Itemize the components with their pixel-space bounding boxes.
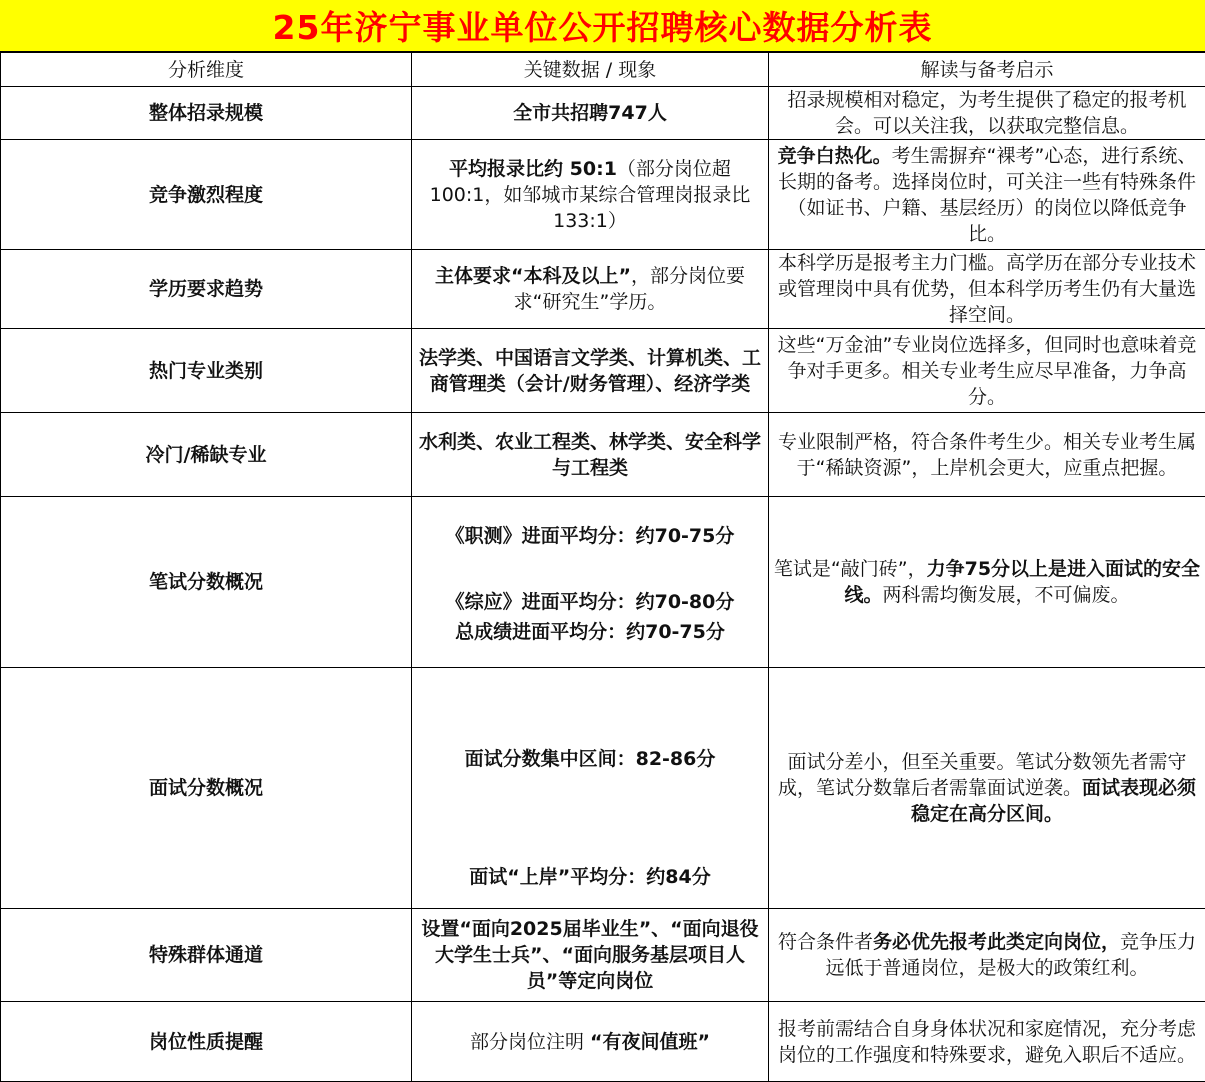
row-dimension: 热门专业类别 — [1, 329, 412, 413]
table-row — [1, 1002, 1205, 1082]
key-text: （部分岗位超100:1，如邹城市某综合管理岗报录比133:1） — [430, 158, 751, 232]
written-zongying-avg: 《综应》进面平均分：约70-80分 — [416, 589, 764, 615]
row-key-data — [412, 140, 769, 250]
row-dimension: 竞争激烈程度 — [1, 140, 412, 250]
written-total-avg: 总成绩进面平均分：约70-75分 — [416, 619, 764, 645]
row-interpretation: 本科学历是报考主力门槛。高学历在部分专业技术或管理岗中具有优势，但本科学历考生仍有大量选择空间。 — [769, 250, 1205, 329]
row-key-data: 水利类、农业工程类、林学类、安全科学与工程类 — [412, 413, 769, 497]
header-key-data: 关键数据 / 现象 — [412, 53, 769, 87]
interp-highlight: 竞争白热化。 — [778, 145, 892, 167]
table-row — [1, 909, 1205, 1002]
row-interpretation — [769, 140, 1205, 250]
row-interpretation — [769, 497, 1205, 668]
key-text: 部分岗位注明 — [470, 1031, 590, 1053]
table-row — [1, 140, 1205, 250]
row-key-data — [412, 250, 769, 329]
table-row — [1, 329, 1205, 413]
row-interpretation: 这些“万金油”专业岗位选择多，但同时也意味着竞争对手更多。相关专业考生应尽早准备，力争高分。 — [769, 329, 1205, 413]
table-row — [1, 250, 1205, 329]
interp-text: 两科需均衡发展，不可偏废。 — [883, 584, 1130, 606]
key-highlight: “有夜间值班” — [590, 1031, 710, 1053]
interp-text: 竞争压力远低于普通岗位，是极大的政策红利。 — [825, 931, 1196, 979]
row-interpretation: 报考前需结合自身身体状况和家庭情况，充分考虑岗位的工作强度和特殊要求，避免入职后不适应。 — [769, 1002, 1205, 1082]
table-title-bar — [0, 0, 1205, 52]
table-row — [1, 668, 1205, 909]
interp-highlight: 力争75分以上是进入面试的安全线。 — [844, 558, 1200, 606]
row-dimension: 岗位性质提醒 — [1, 1002, 412, 1082]
table-row — [1, 497, 1205, 668]
row-key-data — [412, 668, 769, 909]
header-row — [1, 53, 1205, 87]
row-interpretation — [769, 668, 1205, 909]
row-key-data — [412, 497, 769, 668]
row-key-data — [412, 1002, 769, 1082]
row-interpretation: 招录规模相对稳定，为考生提供了稳定的报考机会。可以关注我，以获取完整信息。 — [769, 87, 1205, 140]
row-dimension: 面试分数概况 — [1, 668, 412, 909]
page-title: 25年济宁事业单位公开招聘核心数据分析表 — [273, 2, 933, 49]
key-highlight: 平均报录比约 50:1 — [449, 158, 617, 180]
key-text: ，部分岗位要求“研究生”学历。 — [514, 265, 745, 313]
interp-highlight: 务必优先报考此类定向岗位， — [873, 931, 1120, 953]
row-interpretation: 专业限制严格，符合条件考生少。相关专业考生属于“稀缺资源”，上岸机会更大，应重点把握。 — [769, 413, 1205, 497]
interp-text: 笔试是“敲门砖”， — [774, 558, 927, 580]
key-highlight: 主体要求“本科及以上” — [435, 265, 631, 287]
table-row — [1, 87, 1205, 140]
row-dimension: 整体招录规模 — [1, 87, 412, 140]
interview-score-range: 面试分数集中区间：82-86分 — [416, 746, 764, 772]
row-key-data: 法学类、中国语言文学类、计算机类、工商管理类（会计/财务管理）、经济学类 — [412, 329, 769, 413]
row-key-data: 设置“面向2025届毕业生”、“面向退役大学生士兵”、“面向服务基层项目人员”等定向岗位 — [412, 909, 769, 1002]
interp-text: 考生需摒弃“裸考”心态，进行系统、长期的备考。选择岗位时，可关注一些有特殊条件（如证书、户籍、基层经历）的岗位以降低竞争比。 — [778, 145, 1196, 245]
interp-text: 面试分差小，但至关重要。笔试分数领先者需守成，笔试分数靠后者需靠面试逆袭。 — [778, 751, 1187, 799]
row-key-data: 全市共招聘747人 — [412, 87, 769, 140]
row-dimension: 笔试分数概况 — [1, 497, 412, 668]
interview-pass-avg: 面试“上岸”平均分：约84分 — [416, 864, 764, 890]
table-row — [1, 413, 1205, 497]
row-dimension: 冷门/稀缺专业 — [1, 413, 412, 497]
row-dimension: 特殊群体通道 — [1, 909, 412, 1002]
analysis-table — [0, 52, 1205, 1082]
interp-text: 符合条件者 — [778, 931, 873, 953]
interp-highlight: 面试表现必须稳定在高分区间。 — [911, 777, 1196, 825]
header-dimension: 分析维度 — [1, 53, 412, 87]
header-interpretation: 解读与备考启示 — [769, 53, 1205, 87]
written-xingce-avg: 《职测》进面平均分：约70-75分 — [416, 523, 764, 549]
row-interpretation — [769, 909, 1205, 1002]
row-dimension: 学历要求趋势 — [1, 250, 412, 329]
